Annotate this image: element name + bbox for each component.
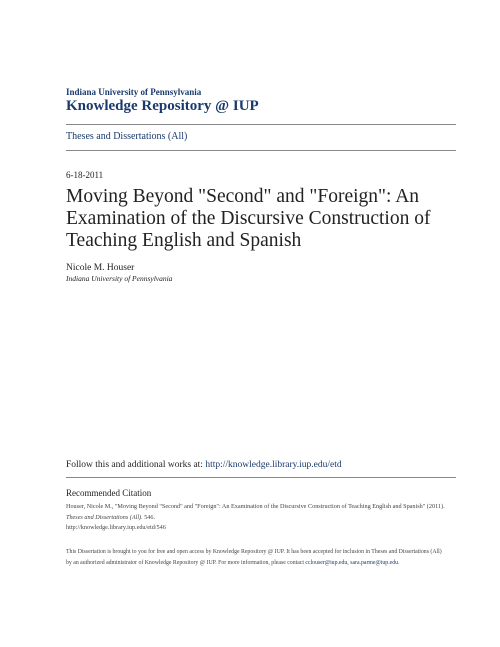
follow-text: Follow this and additional works at: bbox=[66, 460, 206, 470]
citation-url[interactable]: http://knowledge.library.iup.edu/etd/546 bbox=[66, 524, 166, 531]
author-name: Nicole M. Houser bbox=[66, 263, 135, 273]
citation-heading: Recommended Citation bbox=[66, 488, 152, 498]
series-divider bbox=[66, 150, 456, 151]
publication-date: 6-18-2011 bbox=[66, 170, 104, 180]
follow-link[interactable]: http://knowledge.library.iup.edu/etd bbox=[205, 460, 342, 470]
access-notice bbox=[66, 547, 446, 569]
citation-part2: 546. bbox=[142, 513, 156, 521]
header-divider bbox=[66, 124, 456, 125]
notice-end: . bbox=[398, 560, 400, 566]
citation-series: Theses and Dissertations (All). bbox=[66, 513, 143, 521]
citation-text bbox=[66, 502, 446, 534]
institution-name: Indiana University of Pennsylvania bbox=[66, 87, 202, 97]
follow-divider bbox=[66, 477, 456, 478]
author-affiliation: Indiana University of Pennsylvania bbox=[66, 274, 173, 283]
contact-emails[interactable]: cclouser@iup.edu, sara.parme@iup.edu bbox=[305, 560, 399, 566]
follow-line bbox=[66, 460, 342, 470]
series-link[interactable]: Theses and Dissertations (All) bbox=[66, 131, 188, 142]
document-title: Moving Beyond "Second" and "Foreign": An Examination of the Discursive Construction of Teaching English and Spanish bbox=[66, 186, 431, 251]
citation-part1: Houser, Nicole M., "Moving Beyond "Second" and "Foreign": An Examination of the Discursive Construction of Teaching English and Spanish" (2011). bbox=[66, 503, 445, 510]
notice-text: This Dissertation is brought to you for free and open access by Knowledge Repository @ IUP. It has been accepted for inclusion in Theses and Dissertations (All) by an authorized administrator of Knowledge Repository @ IUP. For more information, please contact bbox=[66, 549, 442, 566]
repository-name[interactable]: Knowledge Repository @ IUP bbox=[66, 98, 259, 114]
